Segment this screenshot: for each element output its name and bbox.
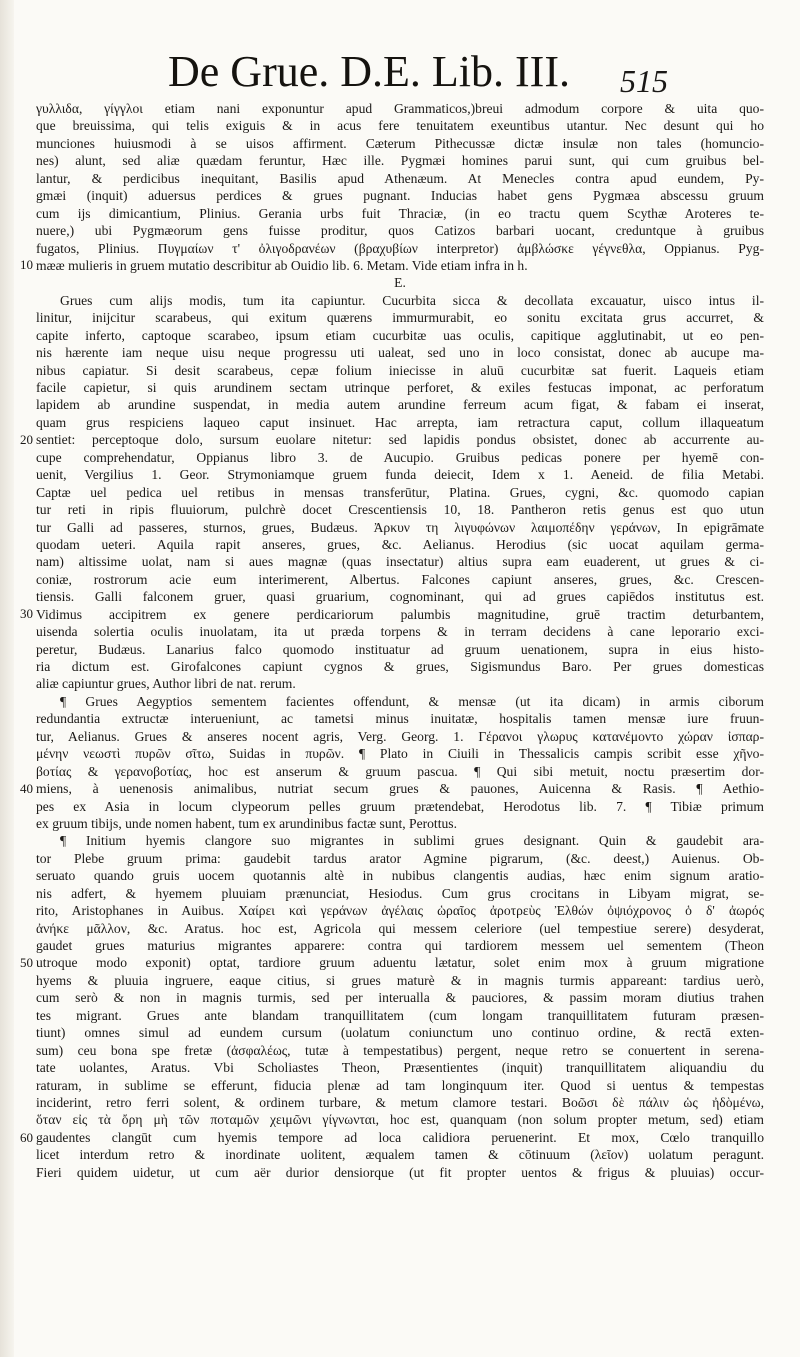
text-line (36, 257, 764, 274)
text-line-content: nibus capiatur. Si desit scarabeus, cepæ folium iniecisse in aluū cucurbitæ sat fuerit. Laqueis etiam (36, 362, 764, 378)
text-line-content: linitur, inijcitur scarabeus, qui exitum quærens immurmurabit, eo sonitu excitata grus accurret, & (36, 310, 764, 326)
text-line (36, 449, 764, 466)
text-line (36, 763, 764, 780)
text-line-content: que breuissima, qui telis exiguis & in acus fere tenuitatem exeuntibus utantur. Nec desunt qui ho (36, 118, 764, 134)
text-line-content: βοτίας & γερανοβοτίας, hoc est anserum & gruum pascua. ¶ Qui sibi metuit, noctu præsertim dor- (36, 763, 764, 779)
text-line-content: capite inferto, captoque scarabeo, ipsum etiam cucurbitæ uas oculis, capitique agglutinabit, ut eo pen- (36, 327, 764, 343)
text-line (36, 431, 764, 448)
text-line-content: tiunt) omnes simul ad eundem cursum (uolatum coniunctum uno continuo ordine, & rectā exten- (36, 1025, 764, 1041)
text-line (36, 222, 764, 239)
text-line (36, 1077, 764, 1094)
margin-line-number: 10 (20, 257, 33, 273)
text-line-content: ¶ Grues Aegyptios sementem facientes offendunt, & mensæ (ut ita dicam) in armis ciborum (60, 693, 764, 709)
text-line-content: lantur, & perdicibus inequitant, Basilis apud Athenæum. At Menecles contra apud eundem, Py- (36, 170, 764, 186)
text-line-content: tur Galli ad passeres, sturnos, grues, Budæus. Ἀρκυν τη λιγυφώνων λαιμοπέδην γεράνων, In epigrāmate (36, 519, 764, 535)
text-line (36, 867, 764, 884)
text-line (36, 100, 764, 117)
text-line (36, 1164, 764, 1181)
text-line (36, 1111, 764, 1128)
text-line-content: utroque modo exponit) optat, tardiore gruum aduentu lætatur, solet enim mox à gruum migratione (36, 955, 764, 971)
text-line (36, 152, 764, 169)
text-line-content: seruato quando gruis uocem quotannis altè in nubibus clangentis audias, hæc enim signum aratio- (36, 868, 764, 884)
text-line (36, 1146, 764, 1163)
text-line (36, 519, 764, 536)
text-line (36, 466, 764, 483)
text-line (36, 135, 764, 152)
text-line-content: sum) ceu bona spe fretæ (ἀσφαλέως, tutæ à tempestatibus) pergent, neque retro se conuertent in serena- (36, 1042, 764, 1058)
text-line (36, 710, 764, 727)
text-line-content: E. (394, 275, 406, 291)
page-number: 515 (620, 63, 668, 99)
text-line-content: lapidem ab arundine suspendat, in media autem arundine ferreum acum figat, & fabam ei inserat, (36, 397, 764, 413)
text-line-content: nuere,) ubi Pygmæorum gens fuisse proditur, quos Catizos barbari uocant, creduntque à gruibus (36, 223, 764, 239)
text-line-content: quam grus respiciens laqueo caput insinuet. Hac arrepta, iam retractura caput, collum illaqueatum (36, 414, 764, 430)
text-line (36, 989, 764, 1006)
text-line-content: ex gruum tibijs, unde nomen habent, tum ex arundinibus factæ sunt, Perottus. (36, 815, 457, 831)
text-line-content: gaudentes clangūt cum hyemis tempore ad loca calidiora peruenerint. Et mox, Cœlo tranquillo (36, 1129, 764, 1145)
text-line-content: hyems & pluuia ingruere, eaque citius, si grues maturè & in magnis turmis appareant: tardius uerò, (36, 972, 764, 988)
text-line (36, 745, 764, 762)
text-line (36, 379, 764, 396)
text-line (36, 362, 764, 379)
text-line (36, 623, 764, 640)
text-line (36, 187, 764, 204)
text-line (36, 937, 764, 954)
text-line (36, 920, 764, 937)
text-line-content: rito, Aristophanes in Auibus. Χαίρει καὶ γεράνων ἀγέλαις ὡραῖος ἀροτρεὺς Ἐλθών ὀψιόχρονος ὁ δ' ἀωρός (36, 903, 764, 919)
text-line (36, 588, 764, 605)
text-line (36, 902, 764, 919)
margin-line-number: 40 (20, 780, 33, 796)
text-line-content: nis hærente iam neque uisu neque progressu uti ualeat, sed uno in loco consistat, donec ab aucupe ma- (36, 345, 764, 361)
margin-line-number: 20 (20, 431, 33, 447)
text-line-content: tes migrant. Grues ante blandam tranquillitatem (cum longam tranquillitatem futuram præsen- (36, 1007, 764, 1023)
text-line (36, 414, 764, 431)
text-line (36, 309, 764, 326)
text-line (36, 571, 764, 588)
text-line (36, 170, 764, 187)
margin-line-number: 50 (20, 955, 33, 971)
text-line-content: cupe comprehendatur, Oppianus libro 3. de Aucupio. Gruibus pedicas ponere per hyemē con- (36, 449, 764, 465)
body-text (36, 100, 764, 1181)
text-line-content: fugatos, Plinius. Πυγμαίων τ' ὀλιγοδρανέων (βραχυβίων interpretor) ἀμβλώσκε γέγνεθλα, Oppianus. Pyg- (36, 240, 764, 256)
text-line-content: sentiet: perceptoque dolo, sursum euolare nitetur: sed lapidis pondus obsistet, donec ab accurrente au- (36, 432, 764, 448)
text-line (36, 1094, 764, 1111)
text-line-content: raturam, in sublime se efferunt, fiducia plenæ ad tam longinquum iter. Quod si uentus & tempestas (36, 1077, 764, 1093)
text-line-content: uenit, Vergilius 1. Geor. Strymoniamque gruem funda deiecit, Idem x 1. Aeneid. de filia Metabi. (36, 467, 764, 483)
text-line-content: ¶ Initium hyemis clangore suo migrantes in sublimi grues designant. Quin & gaudebit ara- (60, 833, 764, 849)
text-line-content: tur, Aelianus. Grues & anseres nocent agris, Verg. Georg. 1. Γέρανοι γλωρυς κατανέμοντο χώραν ἰσπαρ- (36, 728, 764, 744)
text-line (36, 344, 764, 361)
text-line-content: nes) alunt, sed aliæ quædam feruntur, Hæc ille. Pygmæi homines parui sunt, qui cum gruibus bel- (36, 153, 764, 169)
text-line (36, 205, 764, 222)
text-line-content: cum serò & non in magnis turmis, sed per interualla & pauciores, & passim moram diutius trahen (36, 990, 764, 1006)
text-line (36, 327, 764, 344)
text-line-content: coniæ, rostrorum acie eum interimerent, Albertus. Falcones capiunt anseres, grues, &c. Crescen- (36, 571, 764, 587)
text-line-content: facile capietur, si quis arundinem sectam utrinque perforet, & exiles festucas imponat, ac perforatum (36, 380, 764, 395)
text-line (36, 1007, 764, 1024)
text-line (36, 885, 764, 902)
text-line-content: tate uolantes, Aratus. Vbi Scholiastes Theon, Præsentientes (inquit) tranquillitatem aliquandiu du (36, 1060, 764, 1076)
text-line (36, 972, 764, 989)
text-line (36, 954, 764, 971)
text-line-content: peretur, Budæus. Lanarius falco quomodo instituatur ad gruum uenationem, supra in eius histo- (36, 641, 764, 657)
text-line (36, 832, 764, 849)
text-line-content: μένην νεωστὶ πυρῶν σῖτω, Suidas in πυρῶν. ¶ Plato in Ciuili in Thessalicis campis scribit esse χῆνο- (36, 746, 764, 762)
text-line-content: licet interdum retro & inordinate uolitent, æqualem tamen & cōtinuum (λεῖον) uolatum peragunt. (36, 1147, 764, 1163)
text-line (36, 240, 764, 257)
text-line (36, 484, 764, 501)
text-line-content: nam) altissime uolat, nam si aues magnæ (quas insectatur) altius supra eam euaderent, ut grues & ci- (36, 554, 764, 570)
text-line-content: uisenda solertia oculis inuolatam, ita ut præda torpens & in terram decidens à cane leporario exci- (36, 624, 764, 640)
margin-line-number: 30 (20, 606, 33, 622)
text-line (36, 536, 764, 553)
text-line (36, 292, 764, 309)
text-line (36, 501, 764, 518)
text-line-content: Fieri quidem uidetur, ut cum aër durior densiorque (ut fit propter uentos & frigus & pluuias) occur- (36, 1164, 764, 1180)
text-line-content: tiensis. Galli falconem gruer, quasi gruarium, cognominant, qui ad grues capiēdos institutus est. (36, 589, 764, 605)
text-line (36, 117, 764, 134)
text-line-content: gmæi (inquit) aduersus perdices & grues pugnant. Inducias habet gens Pygmæa abscessu gruum (36, 188, 764, 204)
text-line-content: tur reti in ripis fluuiorum, pulchrè docet Crescentiensis 10, 18. Pantheron retis genus est quo utun (36, 502, 764, 518)
text-line (36, 396, 764, 413)
text-line-content: mææ mulieris in gruem mutatio describitur ab Ouidio lib. 6. Metam. Vide etiam infra in h. (36, 257, 528, 273)
page-header (0, 46, 800, 106)
text-line-content: gaudet grues maturius migrantes apparere: contra qui tardiorem messem uel sementem (Theon (36, 938, 764, 953)
text-line (36, 780, 764, 797)
text-line (36, 728, 764, 745)
text-line (36, 1059, 764, 1076)
text-line-content: quodam ueteri. Aquila rapit anseres, grues, &c. Aelianus. Herodius (sic uocat aquilam germa- (36, 536, 764, 552)
text-line-content: munciones huiusmodi à se uisos affirment. Cæterum Pithecussæ dictæ insulæ non tales (homuncio- (36, 135, 764, 151)
text-line-content: Captæ uel pedica uel retibus in mensas transferūtur, Platina. Grues, cygni, &c. quomodo capian (36, 484, 764, 500)
text-line-content: γυλλιδα, γίγγλοι etiam nani exponuntur apud Grammaticos,)breui admodum corpore & uita quo- (36, 101, 764, 116)
text-line (36, 798, 764, 815)
text-line (36, 606, 764, 623)
text-line (36, 658, 764, 675)
text-line-content: aliæ capiuntur grues, Author libri de nat. rerum. (36, 676, 296, 692)
text-line (36, 850, 764, 867)
text-line-content: ria dictum est. Girofalcones capiunt cygnos & grues, Sigismundus Baro. Per grues domesticas (36, 659, 764, 674)
text-line (36, 693, 764, 710)
text-line-content: tor Plebe gruum prima: gaudebit tardus arator Agmine pigrarum, (&c. deest,) Auienus. Ob- (36, 850, 764, 866)
text-line-content: inciderint, retro ferri solent, & ordinem turbare, & metum clamore testari. Βοῶσι δὲ πάλιν ὡς ἠδὸμένω, (36, 1094, 764, 1110)
text-line-content: miens, à uenenosis animalibus, nutriat secum grues & pauones, Auicenna & Rasis. ¶ Aethio- (36, 781, 764, 797)
text-line (36, 641, 764, 658)
text-line (36, 274, 764, 291)
text-line (36, 1129, 764, 1146)
text-line (36, 1042, 764, 1059)
text-line (36, 553, 764, 570)
text-line (36, 1024, 764, 1041)
text-line-content: redundantia extructæ interueniunt, ac tametsi minus inuitatæ, hospitalis tamen mensæ iure fruun- (36, 711, 764, 727)
text-line (36, 675, 764, 692)
text-line-content: Grues cum alijs modis, tum ita capiuntur. Cucurbita sicca & decollata excauatur, uisco intus il- (60, 292, 764, 308)
text-line-content: ἀνήκε μᾶλλον, &c. Aratus. hoc est, Agricola qui messem celeriore (uel tempestiue serere) desyderat, (36, 920, 764, 936)
text-line-content: pes ex Asia in locum clypeorum pelles gruum prætendebat, Herodotus lib. 7. ¶ Tibiæ primum (36, 798, 764, 814)
text-line-content: nis adfert, & hyemem pluuiam prænunciat, Hesiodus. Cum grus crocitans in Libyam migrat, se- (36, 885, 764, 901)
gutter-shadow (0, 0, 14, 1357)
text-line (36, 815, 764, 832)
running-title: De Grue. D.E. Lib. III. (168, 47, 570, 96)
text-line-content: ὅταν εἰς τὰ ὄρη μὴ τῶν ποταμῶν χειμῶνι γίγνωνται, hoc est, quanquam (non solum propter metum, sed) etiam (36, 1112, 764, 1128)
text-line-content: cum ijs dimicantium, Plinius. Gerania urbs fuit Thraciæ, (in eo tractu quem Scythæ Aroteres te- (36, 205, 764, 221)
text-line-content: Vidimus accipitrem ex genere perdicariorum palumbis magnitudine, gruē tractim deturbantem, (36, 606, 764, 622)
margin-line-number: 60 (20, 1129, 33, 1145)
